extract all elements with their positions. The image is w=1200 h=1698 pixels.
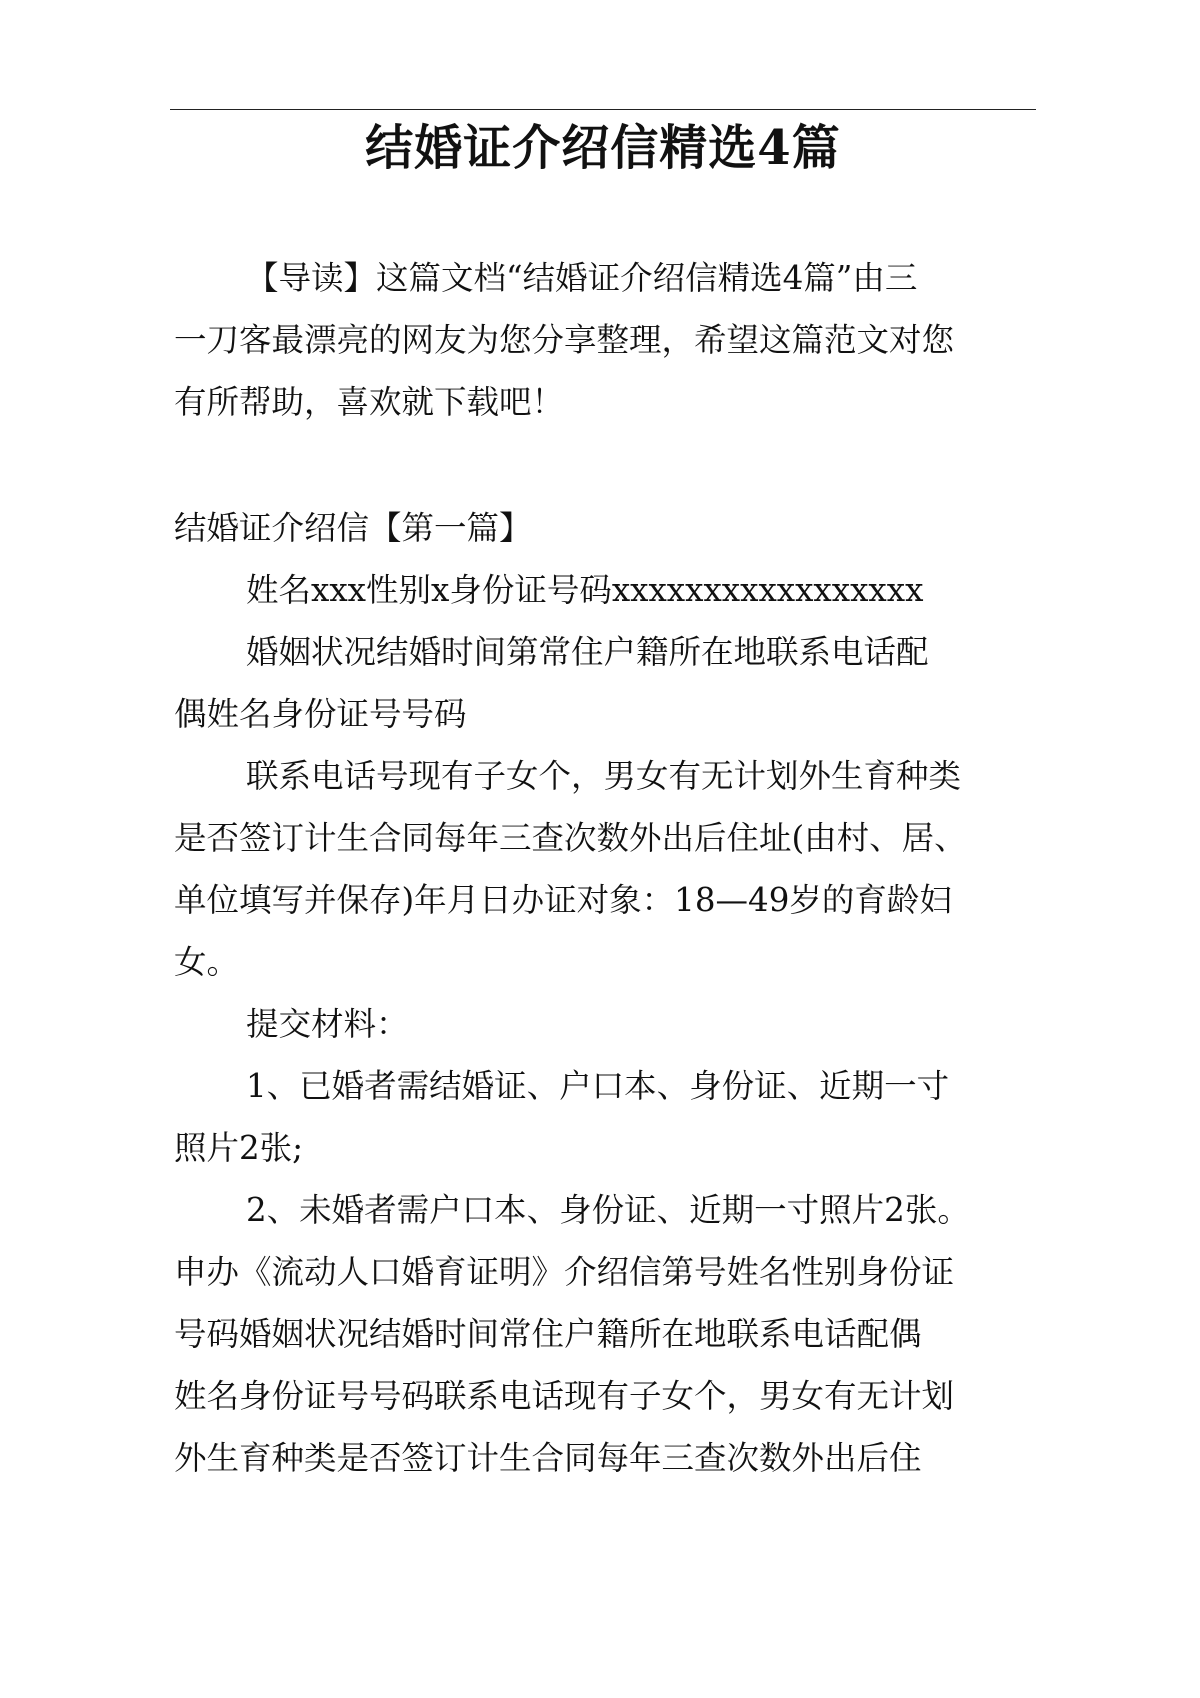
body-line: 偶姓名身份证号号码 (174, 695, 467, 733)
body-line: 外生育种类是否签订计生合同每年三查次数外出后住 (174, 1439, 922, 1477)
header-rule (170, 109, 1036, 110)
body-line: 姓名身份证号号码联系电话现有子女个，男女有无计划 (174, 1377, 955, 1415)
body-line: 联系电话号现有子女个，男女有无计划外生育种类 (246, 757, 962, 795)
intro-line: 一刀客最漂亮的网友为您分享整理，希望这篇范文对您 (174, 321, 955, 359)
body-line: 单位填写并保存)年月日办证对象：18—49岁的育龄妇 (174, 881, 952, 919)
intro-line: 【导读】这篇文档“结婚证介绍信精选4篇”由三 (246, 259, 918, 297)
body-line: 1、已婚者需结婚证、户口本、身份证、近期一寸 (246, 1067, 950, 1105)
body-line: 是否签订计生合同每年三查次数外出后住址(由村、居、 (174, 819, 967, 857)
body-line: 照片2张; (174, 1129, 304, 1167)
body-line: 申办《流动人口婚育证明》介绍信第号姓名性别身份证 (174, 1253, 955, 1291)
body-line: 提交材料： (246, 1005, 409, 1043)
body-line: 号码婚姻状况结婚时间常住户籍所在地联系电话配偶 (174, 1315, 922, 1353)
intro-line: 有所帮助，喜欢就下载吧！ (174, 383, 565, 421)
section-heading: 结婚证介绍信【第一篇】 (174, 509, 532, 547)
body-line: 姓名xxx性别x身份证号码xxxxxxxxxxxxxxxxx (246, 571, 924, 609)
document-title: 结婚证介绍信精选4篇 (365, 120, 841, 176)
body-line: 女。 (174, 943, 240, 981)
body-line: 婚姻状况结婚时间第常住户籍所在地联系电话配 (246, 633, 929, 671)
body-line: 2、未婚者需户口本、身份证、近期一寸照片2张。 (246, 1191, 970, 1229)
